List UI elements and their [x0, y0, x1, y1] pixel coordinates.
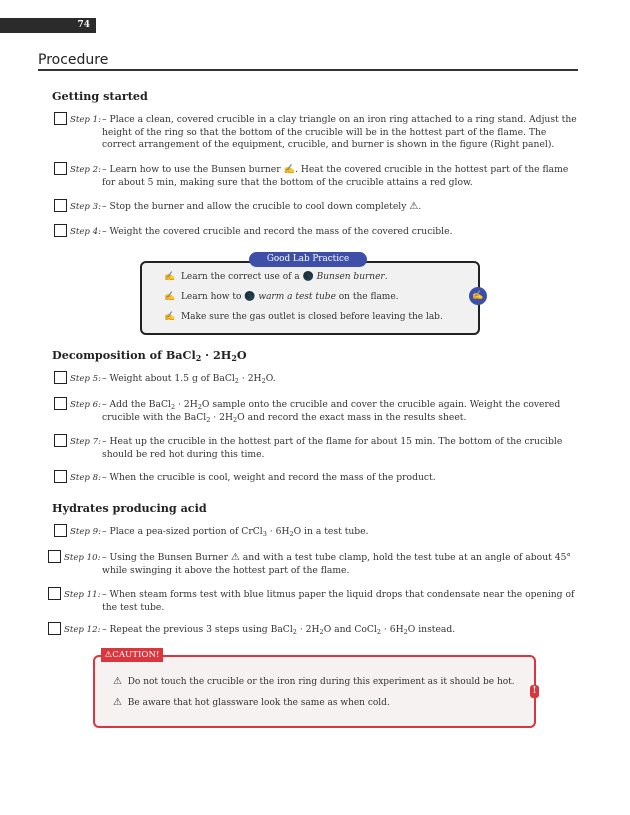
warning-icon: ⚠	[409, 201, 419, 212]
step-label: Step 4:	[70, 227, 102, 237]
page-number: 74	[77, 20, 90, 30]
step-11-checkbox[interactable]	[48, 587, 61, 600]
step-text: – Stop the burner and allow the crucible to cool down completely ⚠.	[102, 201, 422, 212]
lab-item: ✍ Learn how to 🌑 warm a test tube on the flame.	[164, 292, 399, 302]
page-title: Procedure	[38, 52, 109, 68]
lab-item: ✍ Make sure the gas outlet is closed before leaving the lab.	[164, 312, 443, 322]
step-label: Step 11:	[64, 590, 101, 600]
step-8-checkbox[interactable]	[54, 470, 67, 483]
step-text: – Using the Bunsen Burner ⚠ and with a test tube clamp, hold the test tube at an angle of about 45° while swinging it above the hottest part of the flame.	[102, 552, 572, 576]
warning-icon: ⚠	[113, 697, 122, 708]
step-7-checkbox[interactable]	[54, 434, 67, 447]
pen-icon: ✍	[164, 272, 176, 282]
step-label: Step 9:	[70, 527, 102, 537]
good-lab-practice-title: Good Lab Practice	[249, 252, 367, 267]
step-label: Step 6:	[70, 400, 102, 410]
step-label: Step 2:	[70, 165, 102, 175]
step-label: Step 3:	[70, 202, 102, 212]
lab-item: ✍ Learn the correct use of a 🌑 Bunsen burner.	[164, 272, 388, 282]
step-5-checkbox[interactable]	[54, 371, 67, 384]
step-text: – When the crucible is cool, weight and record the mass of the product.	[102, 472, 436, 483]
step-label: Step 10:	[64, 553, 101, 563]
step-12-checkbox[interactable]	[48, 622, 61, 635]
step-label: Step 1:	[70, 115, 102, 125]
page-number-bar	[0, 18, 96, 33]
step-text: – Add the BaCl$_2$ · $2H_2O$ sample onto the crucible and cover the crucible again. Weight the covered crucible with the BaCl$_2$ · $2H_2O$ and record the exact mass in the results sheet.	[102, 399, 561, 424]
step-text: – Learn how to use the Bunsen burner ✍. Heat the covered crucible in the hottest part of the flame for about 5 min, making sure that the bottom of the crucible attains a red glow.	[102, 164, 569, 188]
good-lab-practice-box	[140, 261, 480, 335]
step-2-checkbox[interactable]	[54, 162, 67, 175]
step-text: – Heat up the crucible in the hottest part of the flame for about 15 min. The bottom of the crucible should be red hot during this time.	[102, 436, 563, 460]
step-label: Step 5:	[70, 374, 102, 384]
step-text: – Place a clean, covered crucible in a clay triangle on an iron ring attached to a ring stand. Adjust the height of the ring so that the bottom of the crucible will be in the hottest part of the flame. The correct arrangement of the equipment, crucible, and burner is shown in the figure (Right panel).	[102, 114, 577, 150]
caution-item: ⚠ Be aware that hot glassware look the same as when cold.	[113, 697, 390, 708]
warning-icon: ⚠	[230, 552, 240, 563]
warning-icon: ⚠	[104, 650, 113, 660]
caution-box	[93, 655, 536, 728]
step-text: – Place a pea-sized portion of CrCl$_3$ · $6H_2O$ in a test tube.	[102, 526, 369, 538]
caution-item: ⚠ Do not touch the crucible or the iron ring during this experiment as it should be hot.	[113, 676, 515, 687]
step-text: – Weight the covered crucible and record the mass of the covered crucible.	[102, 226, 453, 237]
step-label: Step 7:	[70, 437, 102, 447]
pen-icon: ✍	[164, 312, 176, 322]
step-9-checkbox[interactable]	[54, 524, 67, 537]
step-3-checkbox[interactable]	[54, 199, 67, 212]
title-rule	[38, 69, 578, 71]
pen-icon: ✍	[283, 164, 295, 175]
step-text: – Weight about 1.5 g of BaCl$_2$ · $2H_2O$.	[102, 373, 276, 385]
step-4-checkbox[interactable]	[54, 224, 67, 237]
step-1-checkbox[interactable]	[54, 112, 67, 125]
section-getting-started: Getting started	[52, 89, 148, 103]
globe-icon: 🌑	[244, 292, 256, 302]
caution-title: ⚠CAUTION!	[101, 648, 163, 662]
warning-icon: ⚠	[113, 676, 122, 687]
step-label: Step 8:	[70, 473, 102, 483]
step-10-checkbox[interactable]	[48, 550, 61, 563]
step-label: Step 12:	[64, 625, 101, 635]
pen-icon: ✍	[164, 292, 176, 302]
exclamation-icon: !	[530, 685, 539, 698]
section-hydrates: Hydrates producing acid	[52, 501, 207, 515]
pen-icon: ✍	[469, 287, 487, 305]
globe-icon: 🌑	[302, 272, 314, 282]
step-text: – When steam forms test with blue litmus paper the liquid drops that condensate near the opening of the test tube.	[102, 589, 575, 613]
step-text: – Repeat the previous 3 steps using BaCl$_2$ · $2H_2O$ and CoCl$_2$ · $6H_2O$ instead.	[102, 624, 456, 636]
step-6-checkbox[interactable]	[54, 397, 67, 410]
section-decomposition: Decomposition of BaCl$_2$ · $2H_2O$	[52, 348, 247, 363]
